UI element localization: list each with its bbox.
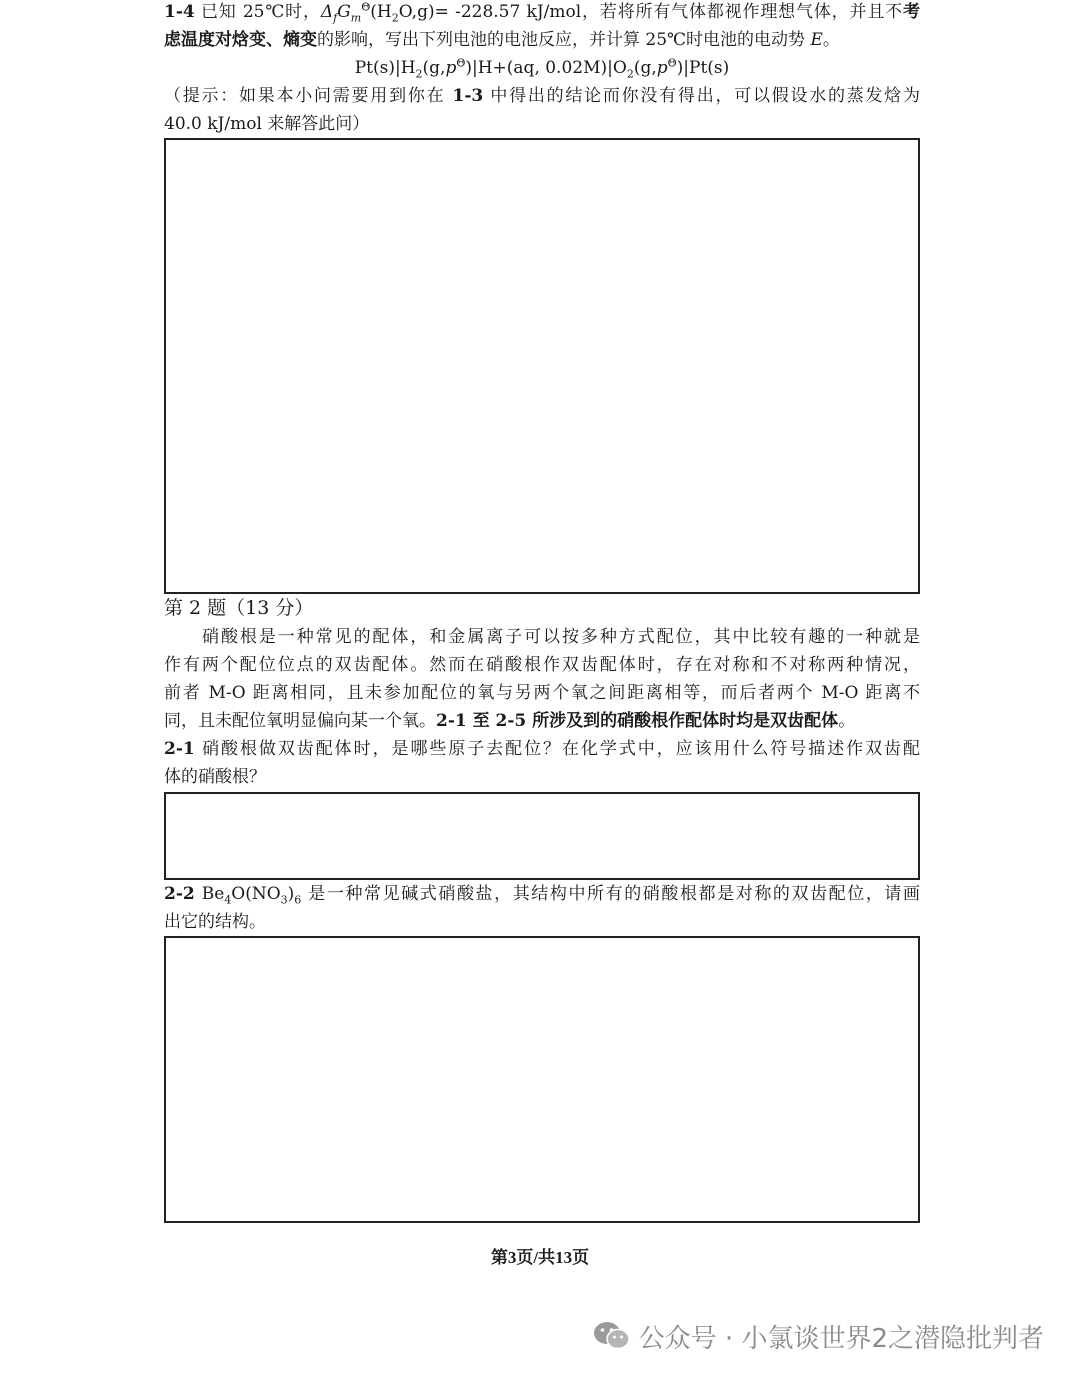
q2-paragraph-line-2: 作有两个配位位点的双齿配体。然而在硝酸根作双齿配体时，存在对称和不对称两种情况， [164, 655, 920, 675]
q2-1-line-2: 体的硝酸根？ [164, 767, 266, 787]
hint-line-2: 40.0 kJ/mol 来解答此问） [164, 114, 370, 134]
question-number: 2-1 [164, 739, 195, 759]
q2-2-line-1: 2-2 $Be_4O(NO_3)_6$ 是一种常见碱式硝酸盐，其结构中所有的硝酸根都是对称的双齿配位，请画 [164, 884, 920, 907]
q2-paragraph-line-3: 前者 M-O 距离相同，且未参加配位的氧与另两个氧之间距离相等，而后者两个 M-O 距离不 [164, 683, 920, 703]
watermark-text: 公众号 · 小氯谈世界2之潜隐批判者 [638, 1323, 1044, 1354]
watermark [593, 1316, 1044, 1356]
answer-box-2-2[interactable] [164, 936, 920, 1223]
hint-line-1: （提示：如果本小问需要用到你在 1-3 中得出的结论而你没有得出，可以假设水的蒸发焓为 [164, 86, 921, 106]
answer-box-2-1[interactable] [164, 792, 920, 880]
q2-paragraph-line-4: 同，且未配位氧明显偏向某一个氧。2-1 至 2-5 所涉及到的硝酸根作配体时均是双齿配体。 [164, 711, 856, 731]
q2-2-line-2: 出它的结构。 [164, 912, 266, 932]
q2-1-line-1: 2-1 硝酸根做双齿配体时，是哪些原子去配位？在化学式中，应该用什么符号描述作双齿配 [164, 739, 920, 759]
q1-4-line-2: 虑温度对焓变、熵变的影响，写出下列电池的电池反应，并计算 25℃时电池的电动势 E。 [164, 30, 840, 50]
page-number: 第3页/共13页 [490, 1248, 590, 1267]
question-number: 2-2 [164, 884, 195, 904]
answer-box-1-4[interactable] [164, 138, 920, 594]
question-number: 1-4 [164, 2, 195, 22]
cell-notation: $Pt(s)|H_2(g,p^\Theta)|H+(aq$, $0.02M)|O_2(g,p^\Theta)|Pt(s)$ [354, 56, 730, 81]
q1-4-line-1: 1-4 已知 25℃时，$\Delta_fG_m^\Theta(H_2O,g)= -228.57$ kJ/mol，若将所有气体都视作理想气体，并且不考 [164, 0, 920, 25]
question-2-title: 第 2 题（13 分） [164, 597, 314, 619]
wechat-icon [593, 1320, 631, 1352]
q2-paragraph-line-1: 硝酸根是一种常见的配体，和金属离子可以按多种方式配位，其中比较有趣的一种就是 [202, 627, 920, 647]
